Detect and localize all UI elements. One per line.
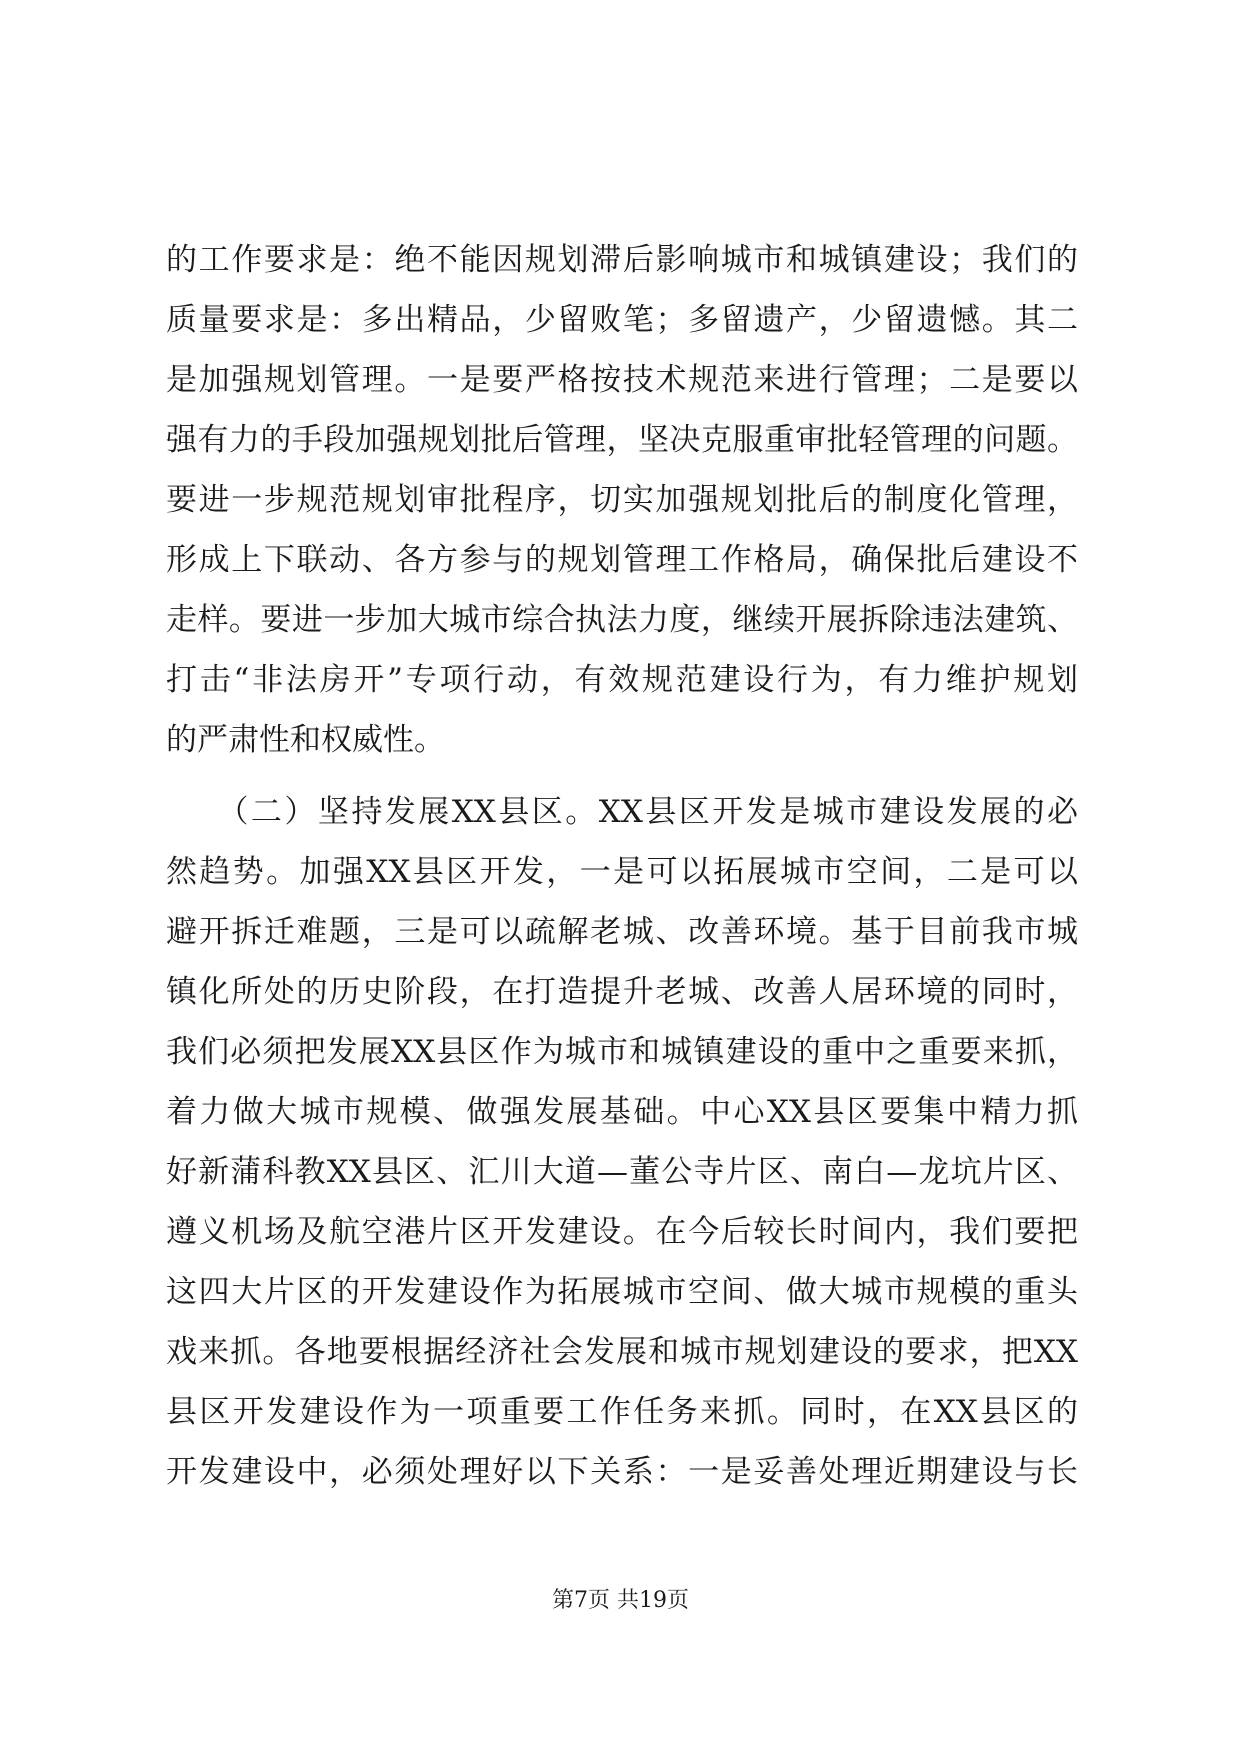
text-line: 强有力的手段加强规划批后管理，坚决克服重审批轻管理的问题。 bbox=[166, 422, 1078, 458]
text-line: 的严肃性和权威性。 bbox=[166, 722, 445, 758]
text-line: 的工作要求是：绝不能因规划滞后影响城市和城镇建设；我们的 bbox=[166, 242, 1078, 278]
text-line: 避开拆迁难题，三是可以疏解老城、改善环境。基于目前我市城 bbox=[166, 914, 1078, 950]
text-line: 形成上下联动、各方参与的规划管理工作格局，确保批后建设不 bbox=[166, 542, 1078, 578]
paragraph-2 bbox=[166, 782, 1078, 1502]
text-line: 戏来抓。各地要根据经济社会发展和城市规划建设的要求，把XX bbox=[166, 1334, 1078, 1370]
text-line: 质量要求是：多出精品，少留败笔；多留遗产，少留遗憾。其二 bbox=[166, 302, 1078, 338]
page-footer: 第7页 共19页 bbox=[552, 1588, 689, 1613]
text-line: （二）坚持发展XX县区。XX县区开发是城市建设发展的必 bbox=[166, 794, 1078, 830]
paragraph-gap bbox=[166, 770, 1078, 782]
text-line: 镇化所处的历史阶段，在打造提升老城、改善人居环境的同时， bbox=[166, 974, 1078, 1010]
text-line: 县区开发建设作为一项重要工作任务来抓。同时，在XX县区的 bbox=[166, 1394, 1078, 1430]
text-line: 这四大片区的开发建设作为拓展城市空间、做大城市规模的重头 bbox=[166, 1274, 1078, 1310]
text-line: 走样。要进一步加大城市综合执法力度，继续开展拆除违法建筑、 bbox=[166, 602, 1078, 638]
text-line: 开发建设中，必须处理好以下关系：一是妥善处理近期建设与长 bbox=[166, 1454, 1078, 1490]
text-line: 着力做大城市规模、做强发展基础。中心XX县区要集中精力抓 bbox=[166, 1094, 1078, 1130]
text-line: 遵义机场及航空港片区开发建设。在今后较长时间内，我们要把 bbox=[166, 1214, 1078, 1250]
text-line: 我们必须把发展XX县区作为城市和城镇建设的重中之重要来抓， bbox=[166, 1034, 1078, 1070]
body-text bbox=[166, 230, 1078, 1502]
paragraph-1 bbox=[166, 230, 1078, 770]
text-line: 然趋势。加强XX县区开发，一是可以拓展城市空间，二是可以 bbox=[166, 854, 1078, 890]
text-line: 要进一步规范规划审批程序，切实加强规划批后的制度化管理， bbox=[166, 482, 1078, 518]
text-line: 好新蒲科教XX县区、汇川大道—董公寺片区、南白—龙坑片区、 bbox=[166, 1154, 1078, 1190]
text-line: 是加强规划管理。一是要严格按技术规范来进行管理；二是要以 bbox=[166, 362, 1078, 398]
text-line: 打击“非法房开”专项行动，有效规范建设行为，有力维护规划 bbox=[166, 662, 1078, 698]
